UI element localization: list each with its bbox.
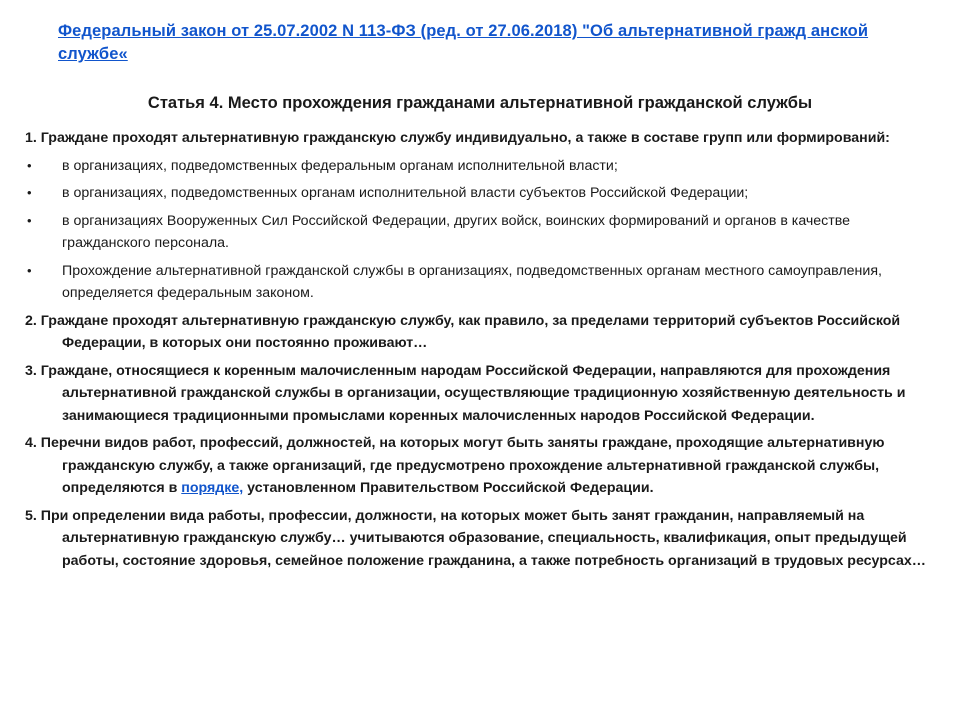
paragraph-3: 3. Граждане, относящиеся к коренным малочисленным народам Российской Федерации, направляются для прохождения альтернативной гражданской службы в организации, осуществляющие традиционную хозяйственную деятельность и занимающиеся традиционными промыслами коренных малочисленных народов Российской Федерации. [25, 362, 906, 424]
list-item [25, 182, 940, 205]
paragraph-4-text-after: установленном Правительством Российской Федерации. [243, 480, 654, 496]
paragraph-4-text-before: 4. Перечни видов работ, профессий, должностей, на которых могут быть заняты граждане, проходящие альтернативную гражданскую службу, а также организаций, где предусмотрено прохождение альтернативной гражданской службы, определяются в [25, 435, 885, 496]
procedure-link[interactable]: порядке, [181, 480, 244, 496]
article-title: Статья 4. Место прохождения гражданами альтернативной гражданской службы [147, 94, 813, 112]
law-document-link[interactable]: Федеральный закон от 25.07.2002 N 113-ФЗ (ред. от 27.06.2018) "Об альтернативной гражд анской службе« [58, 22, 869, 63]
bullet-icon: • [27, 262, 32, 278]
bullet-icon: • [27, 157, 32, 173]
list-item [25, 155, 940, 178]
list-item-text: в организациях, подведомственных органам исполнительной власти субъектов Российской Федерации; [62, 185, 749, 201]
list-item [25, 210, 940, 255]
list-item-text: в организациях, подведомственных федеральным органам исполнительной власти; [62, 157, 618, 174]
list-item [25, 260, 940, 305]
bullet-icon: • [27, 212, 32, 228]
paragraph-2: 2. Граждане проходят альтернативную гражданскую службу, как правило, за пределами территорий субъектов Российской Федерации, в которых они постоянно проживают… [25, 312, 901, 351]
bullet-icon: • [27, 185, 32, 200]
paragraph-5: 5. При определении вида работы, профессии, должности, на которых может быть занят гражданин, направляемый на альтернативную гражданскую службу… учитываются образование, специальность, квалификация, опыт предыдущей работы, состояние здоровья, семейное положение гражданина, а также потребность организаций в трудовых ресурсах… [25, 507, 926, 569]
list-item-text: Прохождение альтернативной гражданской службы в организациях, подведомственных органам местного самоуправления, определяется федеральным законом. [62, 262, 882, 301]
list-item-text: в организациях Вооруженных Сил Российской Федерации, других войск, воинских формирований и органов в качестве гражданского персонала. [62, 212, 851, 251]
paragraph-1: 1. Граждане проходят альтернативную гражданскую службу индивидуально, а также в составе групп или формирований: [25, 130, 890, 146]
paragraph-4 [25, 432, 940, 500]
article-content [25, 127, 940, 577]
